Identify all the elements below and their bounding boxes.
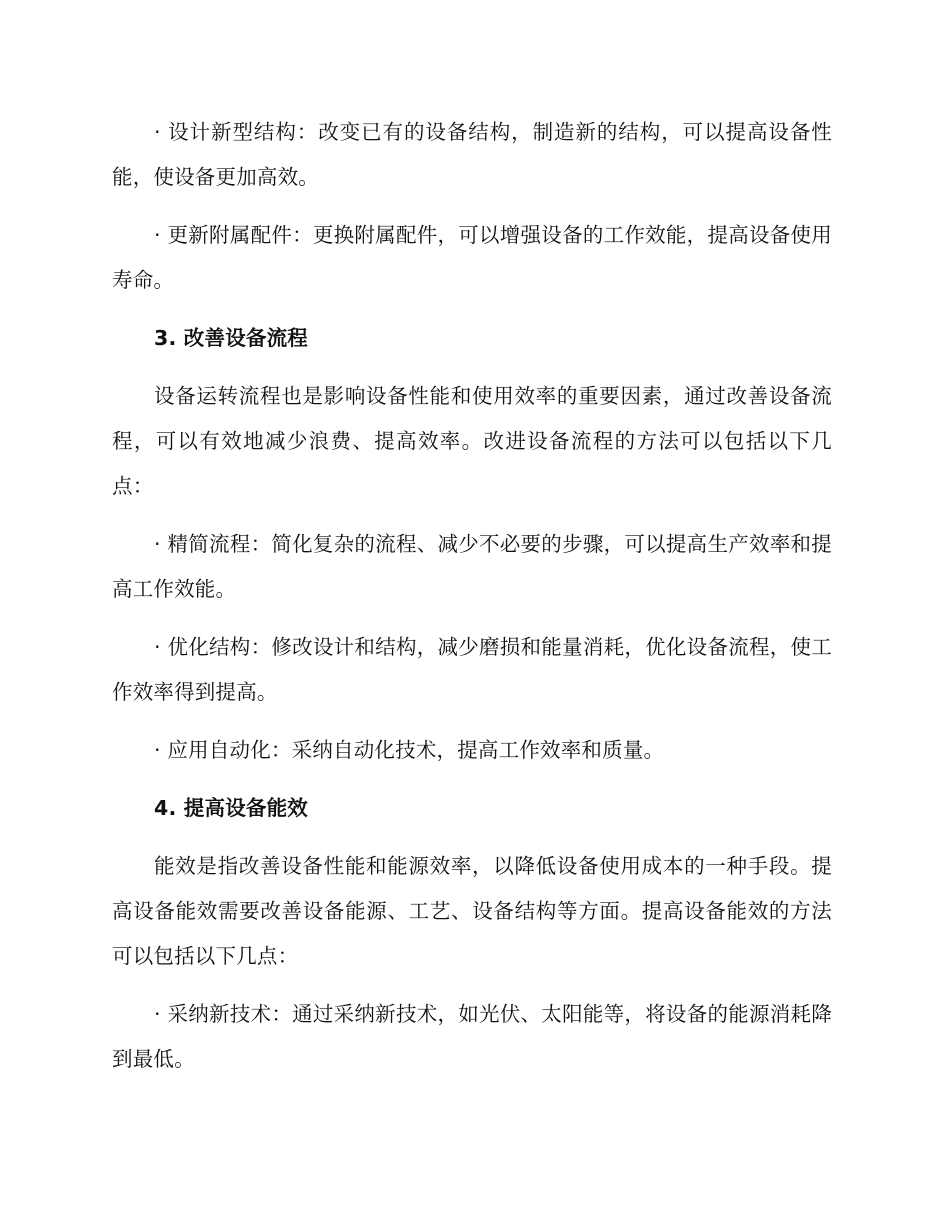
bullet-update-accessories: · 更新附属配件：更换附属配件，可以增强设备的工作效能，提高设备使用寿命。: [112, 223, 832, 292]
section-heading-energy-efficiency: 4. 提高设备能效: [154, 796, 308, 820]
paragraph-energy-intro: 能效是指改善设备性能和能源效率，以降低设备使用成本的一种手段。提高设备能效需要改善设备能源、工艺、设备结构等方面。提高设备能效的方法可以包括以下几点：: [112, 854, 832, 968]
bullet-adopt-new-tech: · 采纳新技术：通过采纳新技术，如光伏、太阳能等，将设备的能源消耗降到最低。: [112, 1002, 832, 1071]
bullet-streamline-process: · 精简流程：简化复杂的流程、减少不必要的步骤，可以提高生产效率和提高工作效能。: [112, 532, 832, 601]
bullet-new-structure: · 设计新型结构：改变已有的设备结构，制造新的结构，可以提高设备性能，使设备更加高效。: [112, 120, 832, 189]
bullet-apply-automation: · 应用自动化：采纳自动化技术，提高工作效率和质量。: [154, 738, 665, 762]
paragraph-process-intro: 设备运转流程也是影响设备性能和使用效率的重要因素，通过改善设备流程，可以有效地减少浪费、提高效率。改进设备流程的方法可以包括以下几点：: [112, 384, 832, 498]
document-body: [112, 110, 832, 1095]
section-heading-improve-process: 3. 改善设备流程: [154, 326, 308, 350]
bullet-optimize-structure: · 优化结构：修改设计和结构，减少磨损和能量消耗，优化设备流程，使工作效率得到提高。: [112, 635, 832, 704]
